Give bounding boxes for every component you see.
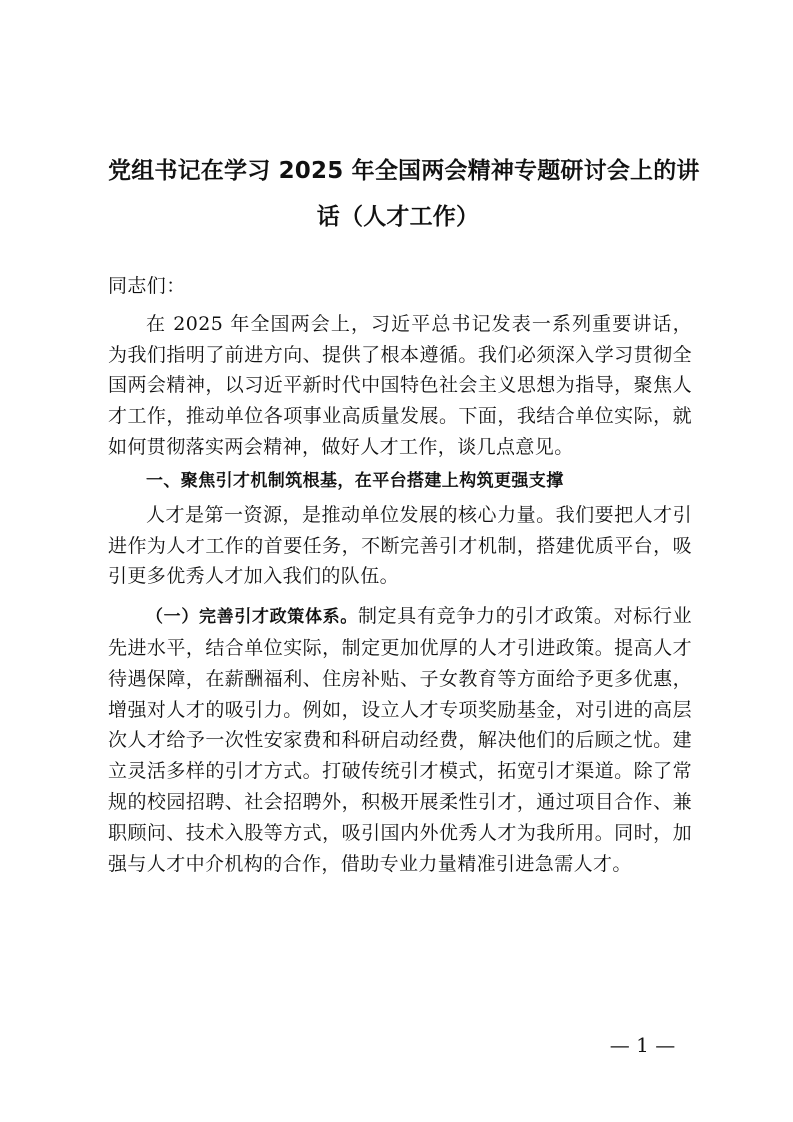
- section-one-paragraph: 人才是第一资源，是推动单位发展的核心力量。我们要把人才引进作为人才工作的首要任务，不断完善引才机制，搭建优质平台，吸引更多优秀人才加入我们的队伍。: [108, 503, 692, 588]
- salutation: 同志们：: [108, 275, 186, 297]
- page-number: — 1 —: [609, 1033, 676, 1057]
- intro-paragraph: 在 2025 年全国两会上，习近平总书记发表一系列重要讲话，为我们指明了前进方向、提供了根本遵循。我们必须深入学习贯彻全国两会精神，以习近平新时代中国特色社会主义思想为指导，聚焦人才工作，推动单位各项事业高质量发展。下面，我结合单位实际，就如何贯彻落实两会精神，做好人才工作，谈几点意见。: [108, 312, 692, 458]
- title-line-1: 党组书记在学习 2025 年全国两会精神专题研讨会上的讲: [108, 158, 700, 184]
- document-title: [108, 148, 700, 240]
- title-line-2: 话（人才工作）: [316, 204, 480, 230]
- section-one-heading: 一、聚焦引才机制筑根基，在平台搭建上构筑更强支撑: [146, 470, 564, 491]
- subsection-one-text: 制定具有竞争力的引才政策。对标行业先进水平，结合单位实际，制定更加优厚的人才引进政策。提高人才待遇保障，在薪酬福利、住房补贴、子女教育等方面给予更多优惠，增强对人才的吸引力。例如，设立人才专项奖励基金，对引进的高层次人才给予一次性安家费和科研启动经费，解决他们的后顾之忧。建立灵活多样的引才方式。打破传统引才模式，拓宽引才渠道。除了常规的校园招聘、社会招聘外，积极开展柔性引才，通过项目合作、兼职顾问、技术入股等方式，吸引国内外优秀人才为我所用。同时，加强与人才中介机构的合作，借助专业力量精准引进急需人才。: [108, 605, 692, 875]
- subsection-one-heading: （一）完善引才政策体系。: [146, 607, 358, 628]
- subsection-one-paragraph: [108, 601, 692, 879]
- document-body: [108, 271, 692, 879]
